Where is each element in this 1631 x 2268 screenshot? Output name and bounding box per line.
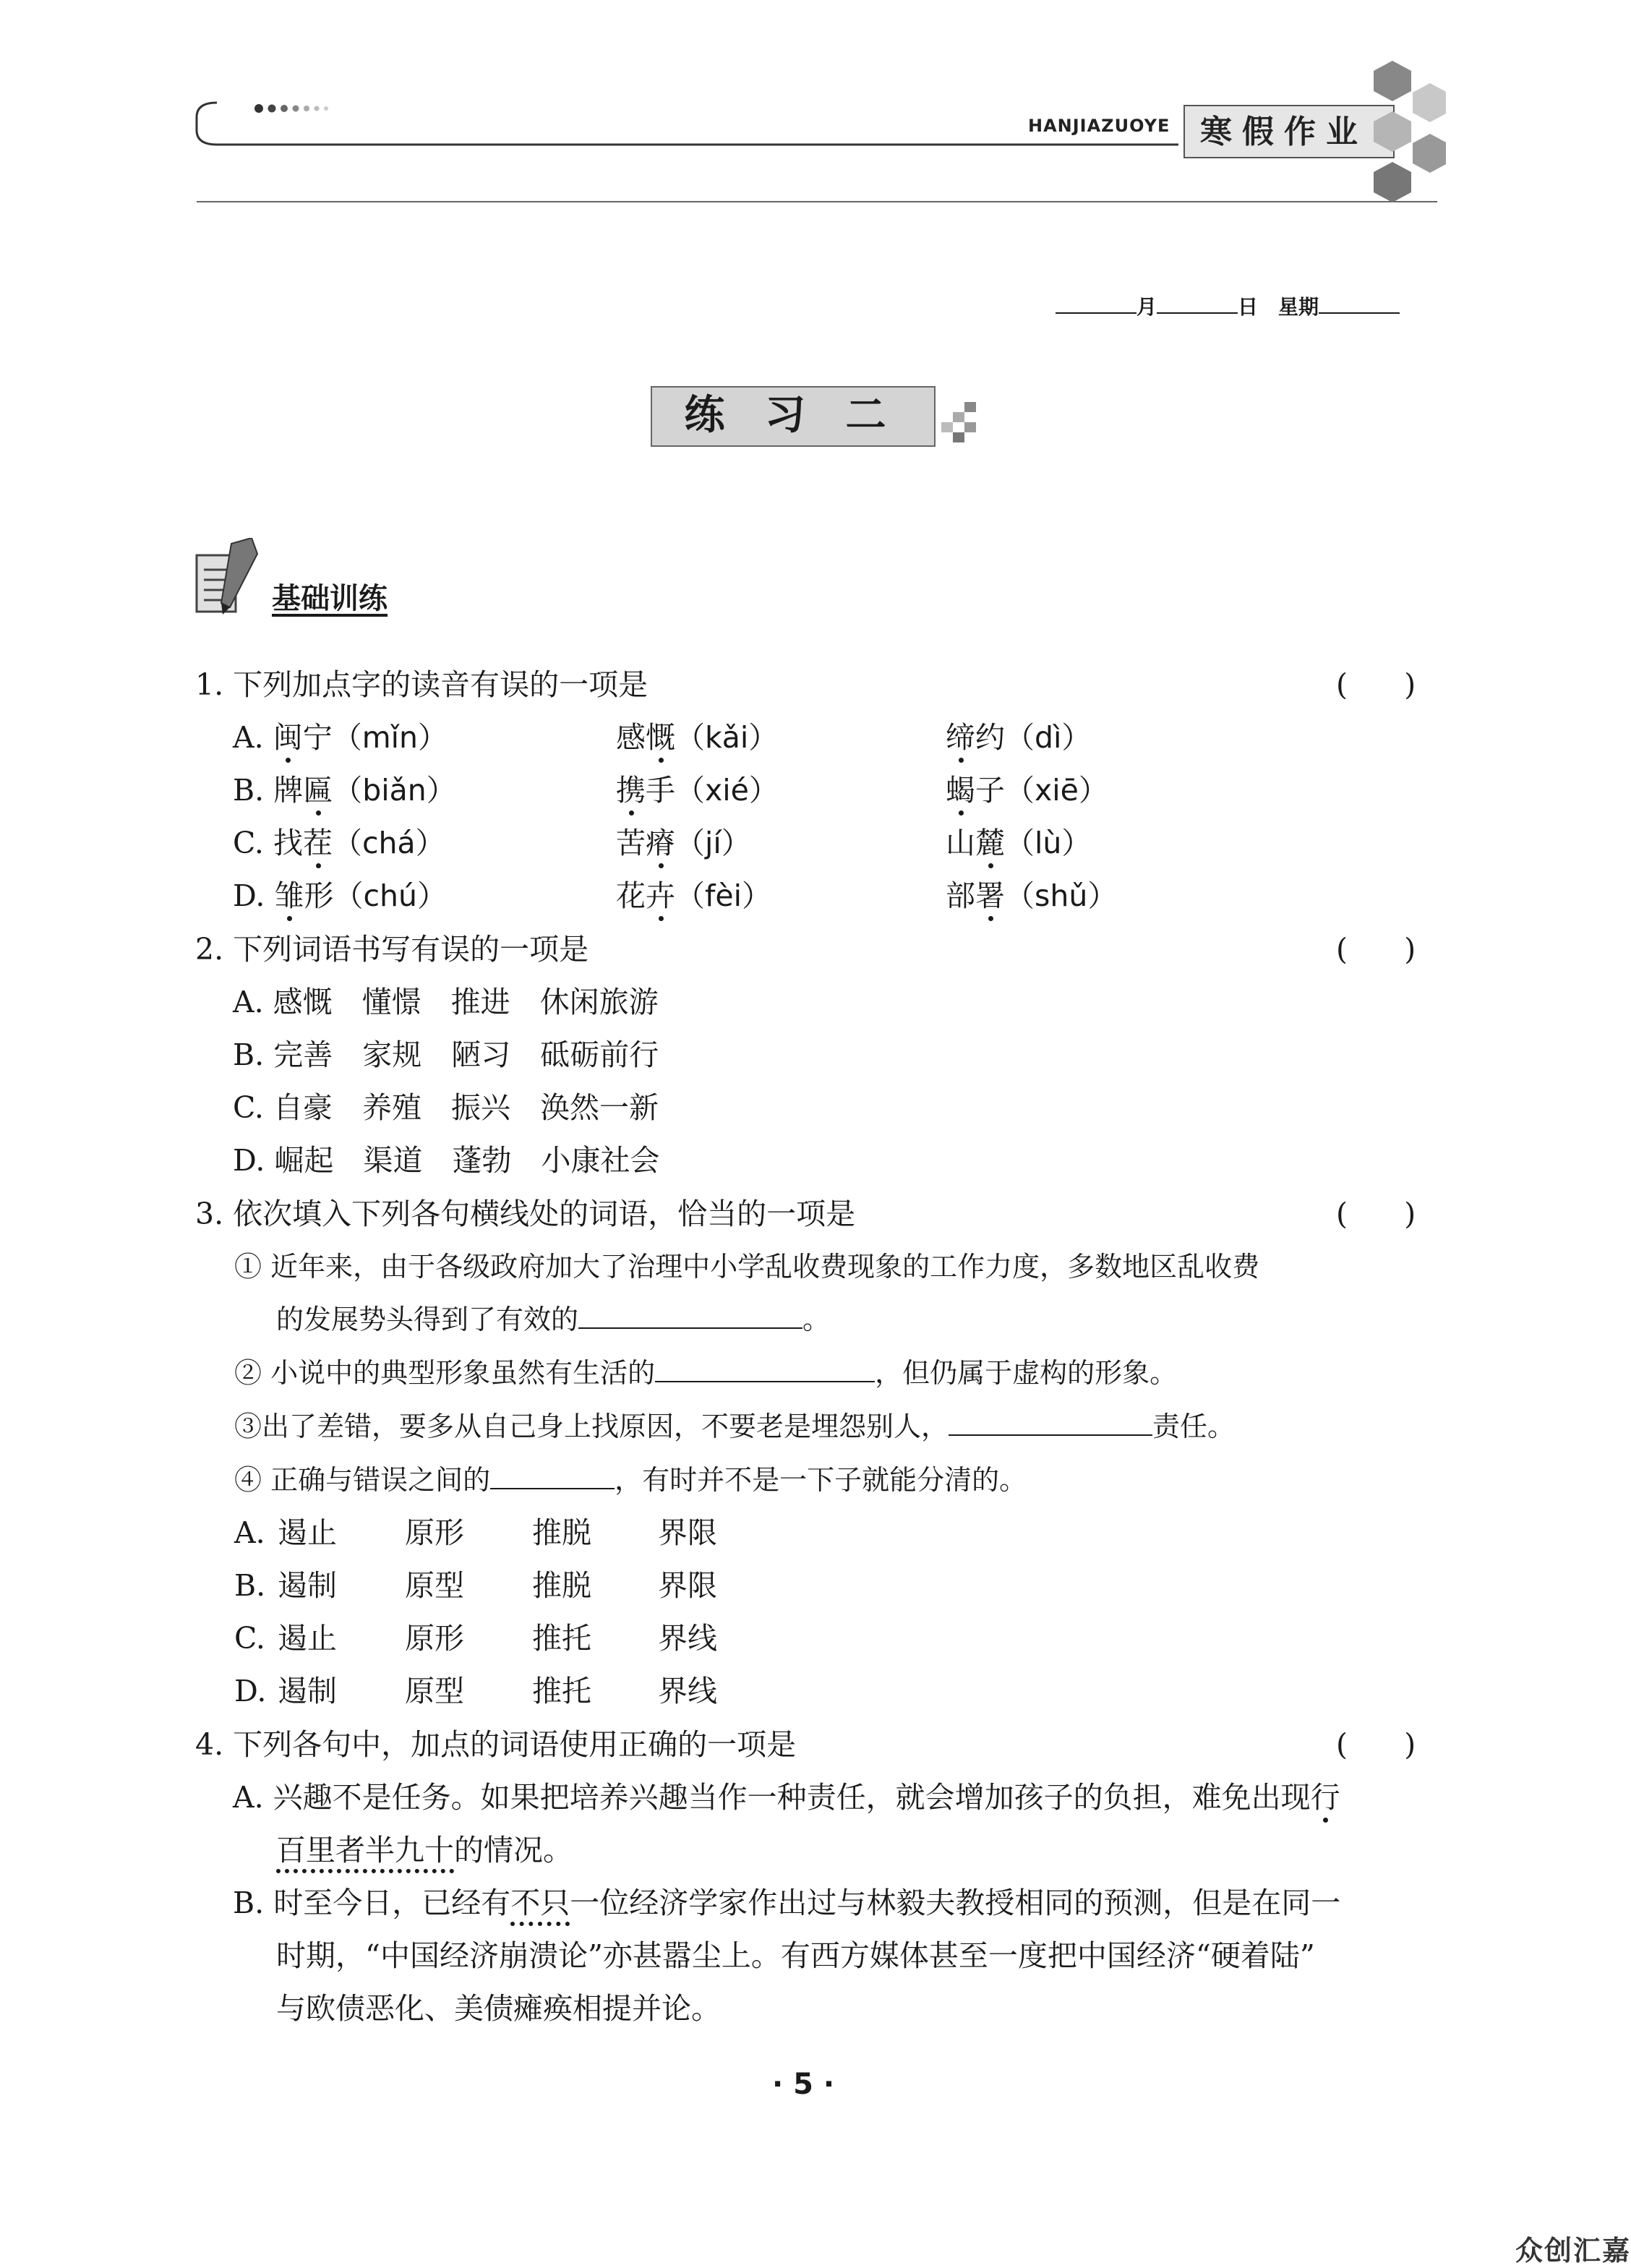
- q3-sentence-3: [234, 1408, 1235, 1445]
- q3-sentence-4-end: ，有时并不是一下子就能分清的。: [615, 1464, 1027, 1496]
- q1-word-char: 苦: [616, 826, 646, 860]
- q3-blank-3: [949, 1410, 1152, 1436]
- dotted-phrase: 行: [1310, 1780, 1340, 1815]
- header-dots: [254, 104, 328, 113]
- checker-decoration: [936, 402, 982, 442]
- dotted-char: 瘠: [646, 826, 675, 860]
- q3-option-word: 遏制: [278, 1568, 337, 1603]
- q3-sentence-2-text: ② 小说中的典型形象虽然有生活的: [234, 1357, 656, 1389]
- date-day-label: 日: [1238, 295, 1259, 319]
- date-month-label: 月: [1136, 295, 1157, 319]
- q1-option-label: B.: [233, 773, 265, 808]
- date-line: [1056, 288, 1400, 320]
- q3-option-word: 界限: [658, 1515, 717, 1550]
- dotted-char: 茬: [303, 826, 333, 860]
- dotted-char: 蝎: [946, 773, 975, 808]
- q1-pinyin: （biǎn）: [333, 773, 456, 808]
- q1-word-char: 约: [975, 720, 1005, 755]
- section-title: 基础训练: [272, 581, 388, 615]
- q1-word-char: 形: [304, 878, 334, 913]
- q1-option-label: C.: [233, 826, 264, 860]
- q3-sentence-4-text: ④ 正确与错误之间的: [234, 1464, 491, 1496]
- q2-option-b: B. 完善 家规 陋习 砥砺前行: [233, 1037, 659, 1072]
- q1-word-char: 感: [616, 720, 646, 755]
- q1-word-char: 牌: [273, 773, 304, 808]
- q3-option-label: D.: [234, 1674, 267, 1708]
- q4-option-b-text-end: 一位经济学家作出过与林毅夫教授相同的预测，但是在同一: [570, 1886, 1341, 1920]
- q3-blank-1: [578, 1303, 802, 1329]
- q3-sentence-2-end: ，但仍属于虚构的形象。: [875, 1357, 1178, 1389]
- q3-option-label: B.: [234, 1568, 266, 1603]
- q2-option-c: C. 自豪 养殖 振兴 涣然一新: [233, 1090, 659, 1125]
- q2-option-d: D. 崛起 渠道 蓬勃 小康社会: [233, 1143, 660, 1178]
- q1-word-char: 找: [273, 826, 303, 860]
- q1-word-char: 山: [946, 826, 975, 860]
- q3-option-word: 推脱: [532, 1515, 591, 1550]
- q3-sentence-1a: ① 近年来，由于各级政府加大了治理中小学乱收费现象的工作力度，多数地区乱收费: [234, 1251, 1260, 1283]
- q3-option-word: 推托: [532, 1621, 591, 1656]
- dotted-char: 缔: [946, 720, 975, 755]
- q3-option-word: 遏制: [278, 1674, 337, 1708]
- header-brand-latin: HANJIAZUOYE: [1028, 116, 1170, 136]
- q3-sentence-2: [234, 1355, 1177, 1391]
- dotted-char: 携: [616, 773, 646, 808]
- q3-sentence-3-text: ③出了差错，要多从自己身上找原因，不要老是埋怨别人，: [234, 1411, 949, 1442]
- hexagon-cluster: [1374, 61, 1446, 202]
- q1-answer-paren: ( ): [1336, 667, 1416, 702]
- q1-word-char: 宁: [302, 720, 333, 755]
- q3-option-word: 原形: [405, 1621, 464, 1656]
- q3-option-label: C.: [234, 1621, 265, 1656]
- q3-blank-4: [490, 1463, 615, 1489]
- q3-option-label: A.: [234, 1515, 265, 1550]
- q1-pinyin: （jí）: [675, 826, 751, 860]
- q1-word-char: 部: [946, 878, 975, 913]
- q4-option-b-line-1: [233, 1885, 1340, 1921]
- q4-option-b-line-3: 与欧债恶化、美债瘫痪相提并论。: [276, 1991, 721, 2026]
- q3-option-word: 遏止: [278, 1621, 337, 1656]
- q3-sentence-1b-text: 的发展势头得到了有效的: [276, 1304, 579, 1335]
- dotted-char: 匾: [303, 773, 333, 808]
- q3-option-word: 推托: [532, 1674, 591, 1708]
- q1-pinyin: （fèi）: [675, 878, 772, 913]
- q1-option-label: D.: [233, 878, 265, 913]
- q3-answer-paren: ( ): [1336, 1197, 1416, 1231]
- q3-sentence-4: [234, 1462, 1027, 1498]
- q3-sentence-1b: [276, 1301, 830, 1338]
- exercise-title: 练 习 二: [684, 391, 899, 439]
- q2-stem: 2. 下列词语书写有误的一项是: [195, 932, 589, 967]
- q1-pinyin: （mǐn）: [332, 720, 448, 755]
- dotted-char: 署: [975, 878, 1005, 913]
- q4-option-b-text: B. 时至今日，已经有: [233, 1886, 511, 1920]
- q3-option-word: 遏止: [278, 1515, 337, 1550]
- dotted-phrase: 百里者半九十: [276, 1833, 454, 1867]
- q4-answer-paren: ( ): [1336, 1727, 1416, 1762]
- q3-option-word: 推脱: [532, 1568, 591, 1603]
- q1-pinyin: （chú）: [333, 878, 448, 913]
- watermark: 众创汇嘉: [1515, 2235, 1631, 2267]
- dotted-char: 麓: [975, 826, 1005, 860]
- q3-option-word: 原型: [405, 1568, 464, 1603]
- q1-pinyin: （xiē）: [1005, 773, 1108, 808]
- q3-stem: 3. 依次填入下列各句横线处的词语，恰当的一项是: [195, 1197, 856, 1231]
- q2-option-a: A. 感慨 懂憬 推进 休闲旅游: [233, 985, 659, 1019]
- dotted-char: 闽: [273, 720, 303, 755]
- header-brand-title: 寒假作业: [1200, 114, 1368, 150]
- q3-blank-2: [655, 1356, 875, 1382]
- q1-pinyin: （kǎi）: [675, 720, 779, 755]
- q3-option-word: 原形: [405, 1515, 464, 1550]
- dotted-char: 卉: [646, 878, 675, 913]
- dotted-char: 慨: [646, 720, 675, 755]
- q3-sentence-3-end: 责任。: [1152, 1411, 1236, 1442]
- q1-word-char: 花: [616, 878, 646, 913]
- pencil-notebook-icon: [194, 538, 263, 616]
- q4-stem: 4. 下列各句中，加点的词语使用正确的一项是: [195, 1727, 797, 1762]
- q2-answer-paren: ( ): [1336, 932, 1416, 967]
- dotted-phrase: 不只: [510, 1886, 570, 1920]
- q1-pinyin: （chá）: [333, 826, 445, 860]
- q3-option-word: 界线: [658, 1621, 717, 1656]
- q4-option-a-line-1: [233, 1779, 1340, 1815]
- q3-option-word: 界限: [658, 1568, 717, 1603]
- q1-option-label: A.: [233, 720, 264, 755]
- q1-pinyin: （shǔ）: [1005, 878, 1118, 913]
- q1-word-char: 子: [975, 773, 1005, 808]
- q3-option-word: 原型: [405, 1674, 464, 1708]
- date-weekday-label: 星期: [1278, 295, 1319, 319]
- q4-option-a-line-2: [276, 1832, 573, 1868]
- q4-option-b-line-2: 时期，“中国经济崩溃论”亦甚嚣尘上。有西方媒体甚至一度把中国经济“硬着陆”: [276, 1938, 1315, 1973]
- q4-option-a-text: A. 兴趣不是任务。如果把培养兴趣当作一种责任，就会增加孩子的负担，难免出现: [233, 1780, 1311, 1815]
- q1-pinyin: （xié）: [675, 773, 779, 808]
- q1-pinyin: （dì）: [1005, 720, 1092, 755]
- q3-sentence-1b-end: 。: [802, 1304, 831, 1335]
- q4-option-a-tail: 的情况。: [454, 1833, 573, 1867]
- q3-option-word: 界线: [658, 1674, 717, 1708]
- page-number: · 5 ·: [772, 2068, 835, 2101]
- q1-stem: 1. 下列加点字的读音有误的一项是: [195, 667, 648, 702]
- dotted-char: 雏: [274, 878, 304, 913]
- q1-pinyin: （lù）: [1005, 826, 1092, 860]
- q1-word-char: 手: [646, 773, 675, 808]
